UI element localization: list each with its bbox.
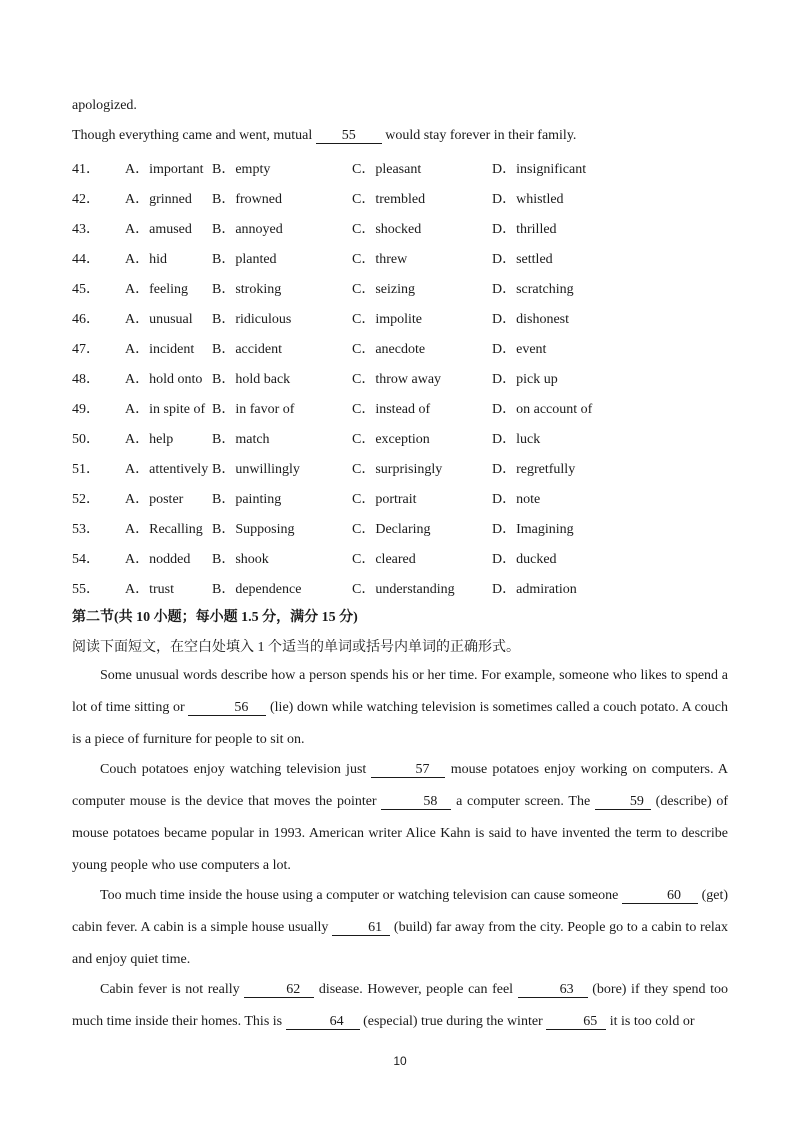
text-segment: Some unusual words describe how a person spends his or her time. For example, someone who likes to spend a lot of time sitting or bbox=[72, 668, 728, 715]
option-c: C．portrait bbox=[352, 492, 417, 507]
option-d: D．admiration bbox=[492, 582, 577, 597]
option-b: B．accident bbox=[212, 342, 282, 357]
question-number: 49． bbox=[72, 402, 100, 417]
blank-64: 64 bbox=[286, 1015, 360, 1030]
option-d: D．settled bbox=[492, 252, 553, 267]
option-row-42 bbox=[72, 188, 672, 208]
text-segment: would stay forever in their family. bbox=[385, 128, 577, 143]
option-d: D．luck bbox=[492, 432, 541, 447]
option-b: B．Supposing bbox=[212, 522, 295, 537]
text-segment: Couch potatoes enjoy watching television just bbox=[100, 762, 367, 777]
option-c: C．surprisingly bbox=[352, 462, 443, 477]
text-segment: (describe) of mouse potatoes became popular in 1993. American writer Alice Kahn is said to have invented the term to describe young people who use computers a lot. bbox=[72, 794, 729, 873]
text-segment: (bore) if they spend too much time inside their homes. This is bbox=[72, 982, 729, 1029]
passage-paragraph-3 bbox=[72, 880, 728, 976]
option-row-54 bbox=[72, 548, 672, 568]
option-row-44 bbox=[72, 248, 672, 268]
option-row-55 bbox=[72, 578, 672, 598]
question-number: 51． bbox=[72, 462, 100, 477]
option-c: C．instead of bbox=[352, 402, 431, 417]
option-d: D．note bbox=[492, 492, 541, 507]
option-a: A．important bbox=[125, 162, 204, 177]
option-a: A．poster bbox=[125, 492, 184, 507]
blank-62: 62 bbox=[244, 983, 314, 998]
question-number: 52． bbox=[72, 492, 100, 507]
option-a: A．in spite of bbox=[125, 402, 206, 417]
option-row-43 bbox=[72, 218, 672, 238]
text-segment: mouse potatoes enjoy working on computers. A computer mouse is the device that moves the pointer bbox=[72, 762, 728, 809]
blank-65: 65 bbox=[546, 1015, 606, 1030]
blank-56: 56 bbox=[188, 701, 266, 716]
option-b: B．in favor of bbox=[212, 402, 295, 417]
text-segment: Too much time inside the house using a computer or watching television can cause someone bbox=[100, 888, 619, 903]
option-d: D．on account of bbox=[492, 402, 593, 417]
option-d: D．insignificant bbox=[492, 162, 587, 177]
option-c: C．understanding bbox=[352, 582, 455, 597]
option-a: A．unusual bbox=[125, 312, 193, 327]
option-b: B．frowned bbox=[212, 192, 282, 207]
option-a: A．nodded bbox=[125, 552, 191, 567]
option-row-48 bbox=[72, 368, 672, 388]
option-a: A．Recalling bbox=[125, 522, 203, 537]
option-row-45 bbox=[72, 278, 672, 298]
passage-paragraph-1 bbox=[72, 660, 728, 756]
option-d: D．event bbox=[492, 342, 547, 357]
blank-63: 63 bbox=[518, 983, 588, 998]
option-row-51 bbox=[72, 458, 672, 478]
option-a: A．help bbox=[125, 432, 174, 447]
blank-59: 59 bbox=[595, 795, 651, 810]
section-instruction: 阅读下面短文，在空白处填入 1 个适当的单词或括号内单词的正确形式。 bbox=[72, 640, 520, 655]
option-d: D．dishonest bbox=[492, 312, 569, 327]
text-segment: (lie) down while watching television is sometimes called a couch potato. A couch is a piece of furniture for people to sit on. bbox=[72, 700, 729, 747]
option-d: D．thrilled bbox=[492, 222, 557, 237]
question-number: 48． bbox=[72, 372, 100, 387]
option-c: C．trembled bbox=[352, 192, 426, 207]
option-c: C．shocked bbox=[352, 222, 422, 237]
question-number: 47． bbox=[72, 342, 100, 357]
text-segment: (get) cabin fever. A cabin is a simple house usually bbox=[72, 888, 729, 935]
option-d: D．whistled bbox=[492, 192, 564, 207]
section-heading: 第二节(共 10 小题；每小题 1.5 分，满分 15 分) bbox=[72, 610, 358, 625]
option-c: C．exception bbox=[352, 432, 430, 447]
question-number: 46． bbox=[72, 312, 100, 327]
option-a: A．hid bbox=[125, 252, 167, 267]
option-c: C．impolite bbox=[352, 312, 422, 327]
question-number: 41． bbox=[72, 162, 100, 177]
text-segment: a computer screen. The bbox=[456, 794, 591, 809]
option-row-46 bbox=[72, 308, 672, 328]
text-segment: Though everything came and went, mutual bbox=[72, 128, 313, 143]
option-b: B．unwillingly bbox=[212, 462, 300, 477]
question-number: 55． bbox=[72, 582, 100, 597]
option-row-50 bbox=[72, 428, 672, 448]
option-b: B．painting bbox=[212, 492, 282, 507]
option-b: B．stroking bbox=[212, 282, 282, 297]
text-segment: Cabin fever is not really bbox=[100, 982, 240, 997]
question-number: 50． bbox=[72, 432, 100, 447]
question-number: 44． bbox=[72, 252, 100, 267]
option-c: C．seizing bbox=[352, 282, 415, 297]
option-d: D．Imagining bbox=[492, 522, 574, 537]
blank-61: 61 bbox=[332, 921, 390, 936]
blank-60: 60 bbox=[622, 889, 698, 904]
question-number: 42． bbox=[72, 192, 100, 207]
question-number: 45． bbox=[72, 282, 100, 297]
text-segment: it is too cold or bbox=[609, 1014, 695, 1029]
blank-55: 55 bbox=[316, 129, 382, 144]
option-a: A．attentively bbox=[125, 462, 209, 477]
text-segment: (especial) true during the winter bbox=[363, 1014, 543, 1029]
passage-paragraph-2 bbox=[72, 754, 728, 882]
option-a: A．amused bbox=[125, 222, 192, 237]
option-c: C．threw bbox=[352, 252, 408, 267]
option-b: B．dependence bbox=[212, 582, 302, 597]
option-row-49 bbox=[72, 398, 672, 418]
blank-58: 58 bbox=[381, 795, 451, 810]
option-d: D．pick up bbox=[492, 372, 558, 387]
blank-57: 57 bbox=[371, 763, 445, 778]
option-c: C．anecdote bbox=[352, 342, 426, 357]
option-c: C．throw away bbox=[352, 372, 442, 387]
passage-paragraph-4 bbox=[72, 974, 728, 1038]
text-segment: (build) far away from the city. People go to a cabin to relax and enjoy quiet time. bbox=[72, 920, 729, 967]
question-number: 53． bbox=[72, 522, 100, 537]
option-c: C．Declaring bbox=[352, 522, 431, 537]
option-c: C．cleared bbox=[352, 552, 416, 567]
option-a: A．incident bbox=[125, 342, 195, 357]
option-a: A．hold onto bbox=[125, 372, 203, 387]
option-b: B．ridiculous bbox=[212, 312, 292, 327]
option-d: D．regretfully bbox=[492, 462, 576, 477]
option-row-47 bbox=[72, 338, 672, 358]
option-row-41 bbox=[72, 158, 672, 178]
option-a: A．grinned bbox=[125, 192, 192, 207]
question-number: 54． bbox=[72, 552, 100, 567]
option-b: B．planted bbox=[212, 252, 277, 267]
option-row-53 bbox=[72, 518, 672, 538]
text-segment: disease. However, people can feel bbox=[318, 982, 514, 997]
page-number: 10 bbox=[393, 1054, 407, 1068]
option-d: D．ducked bbox=[492, 552, 557, 567]
option-row-52 bbox=[72, 488, 672, 508]
option-b: B．empty bbox=[212, 162, 271, 177]
option-b: B．match bbox=[212, 432, 270, 447]
option-d: D．scratching bbox=[492, 282, 574, 297]
question-number: 43． bbox=[72, 222, 100, 237]
option-c: C．pleasant bbox=[352, 162, 422, 177]
option-a: A．trust bbox=[125, 582, 174, 597]
option-a: A．feeling bbox=[125, 282, 188, 297]
option-b: B．hold back bbox=[212, 372, 291, 387]
text-line-55 bbox=[72, 128, 576, 144]
option-b: B．shook bbox=[212, 552, 269, 567]
option-b: B．annoyed bbox=[212, 222, 283, 237]
text-line-apologized: apologized. bbox=[72, 98, 137, 113]
